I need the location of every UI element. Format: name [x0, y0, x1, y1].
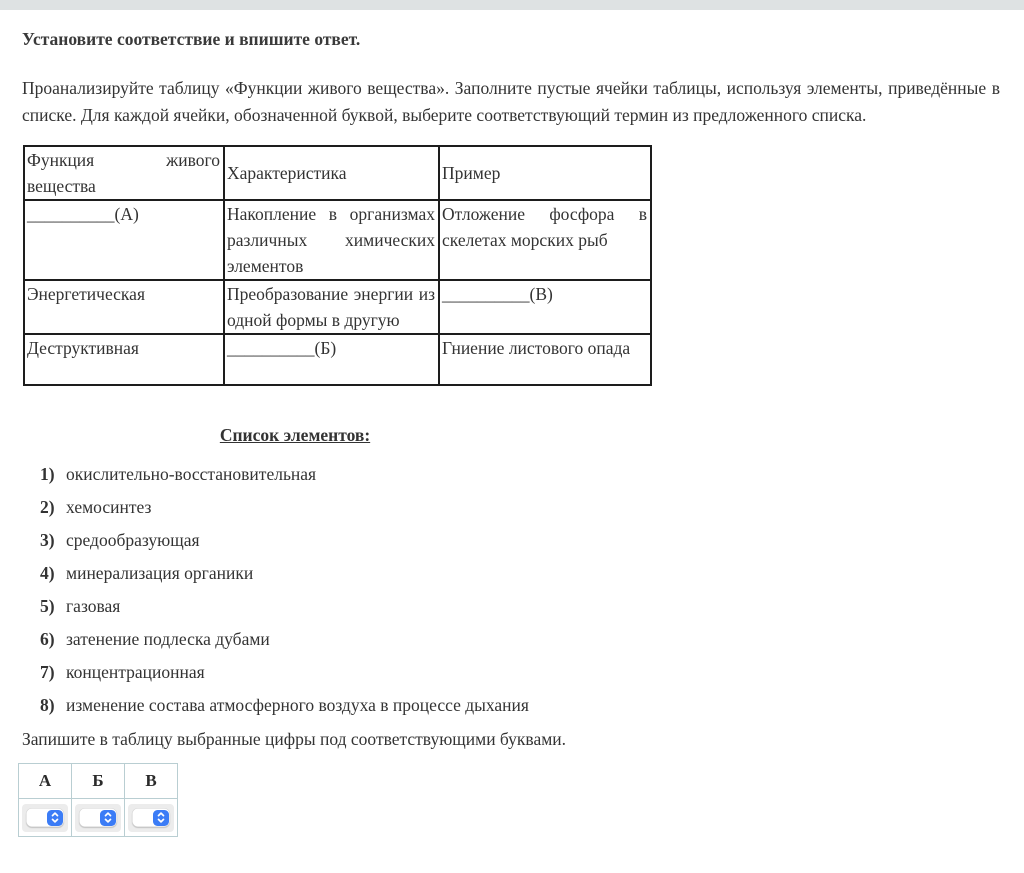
answer-table-select-row: [19, 799, 178, 837]
list-item-number: 3): [40, 530, 55, 550]
list-item-label: минерализация органики: [66, 563, 254, 583]
list-item-number: 2): [40, 497, 55, 517]
cell-blank-b: __________(Б): [224, 334, 439, 385]
list-item-label: газовая: [66, 596, 121, 616]
header-cell-characteristic: Характеристика: [224, 146, 439, 200]
answer-header-b: Б: [72, 764, 125, 799]
answer-cell-b: [72, 799, 125, 837]
table-row: [24, 334, 651, 385]
answer-cell-a: [19, 799, 72, 837]
list-item: [22, 496, 568, 518]
answer-select-b[interactable]: [75, 804, 121, 832]
list-item: [22, 661, 568, 683]
select-pill: [26, 808, 64, 827]
list-item: [22, 529, 568, 551]
list-item: [22, 694, 568, 716]
write-answer-note: Запишите в таблицу выбранные цифры под соответствующими буквами.: [22, 729, 567, 749]
answer-cell-v: [125, 799, 178, 837]
list-item-number: 5): [40, 596, 55, 616]
list-item-number: 4): [40, 563, 55, 583]
list-item-label: концентрационная: [66, 662, 205, 682]
task-title: Установите соответствие и впишите ответ.: [22, 29, 361, 49]
header-cell-function: Функция живого вещества: [24, 146, 224, 200]
cell-blank-a: __________(А): [24, 200, 224, 280]
answer-table: [18, 763, 178, 837]
cell-example-3: Гниение листового опада: [439, 334, 651, 385]
list-item: [22, 628, 568, 650]
table-row: [24, 280, 651, 334]
select-pill: [132, 808, 170, 827]
list-item-label: хемосинтез: [66, 497, 152, 517]
cell-function-3: Деструктивная: [24, 334, 224, 385]
element-list: [22, 463, 568, 716]
list-item: [22, 562, 568, 584]
select-pill: [79, 808, 117, 827]
cell-blank-v: __________(В): [439, 280, 651, 334]
answer-table-header-row: [19, 764, 178, 799]
cell-characteristic-2: Преобразование энергии из одной формы в другую: [224, 280, 439, 334]
header-cell-example: Пример: [439, 146, 651, 200]
element-list-heading: Список элементов:: [219, 425, 371, 445]
list-item: [22, 595, 568, 617]
list-item-label: окислительно-восстановительная: [66, 464, 317, 484]
list-item-number: 1): [40, 464, 55, 484]
select-arrows-icon: [153, 810, 169, 826]
function-table-header-row: [24, 146, 651, 200]
list-item-label: средообразующая: [66, 530, 200, 550]
select-arrows-icon: [47, 810, 63, 826]
element-list-section: [22, 424, 568, 716]
function-table: [23, 145, 652, 386]
cell-function-2: Энергетическая: [24, 280, 224, 334]
list-item-label: изменение состава атмосферного воздуха в процессе дыхания: [66, 695, 529, 715]
list-item-number: 7): [40, 662, 55, 682]
answer-header-v: В: [125, 764, 178, 799]
answer-select-v[interactable]: [128, 804, 174, 832]
select-arrows-icon: [100, 810, 116, 826]
list-item: [22, 463, 568, 485]
task-instructions: Проанализируйте таблицу «Функции живого вещества». Заполните пустые ячейки таблицы, используя элементы, приведённые в списке. Для каждой ячейки, обозначенной буквой, выберите соответствующий термин из предложенного списка.: [22, 78, 1000, 125]
cell-example-1: Отложение фосфора в скелетах морских рыб: [439, 200, 651, 280]
content-area: [0, 28, 1024, 837]
cell-characteristic-1: Накопление в организмах различных химических элементов: [224, 200, 439, 280]
answer-select-a[interactable]: [22, 804, 68, 832]
answer-header-a: А: [19, 764, 72, 799]
list-item-label: затенение подлеска дубами: [66, 629, 270, 649]
list-item-number: 8): [40, 695, 55, 715]
table-row: [24, 200, 651, 280]
list-item-number: 6): [40, 629, 55, 649]
top-bar: [0, 0, 1024, 10]
